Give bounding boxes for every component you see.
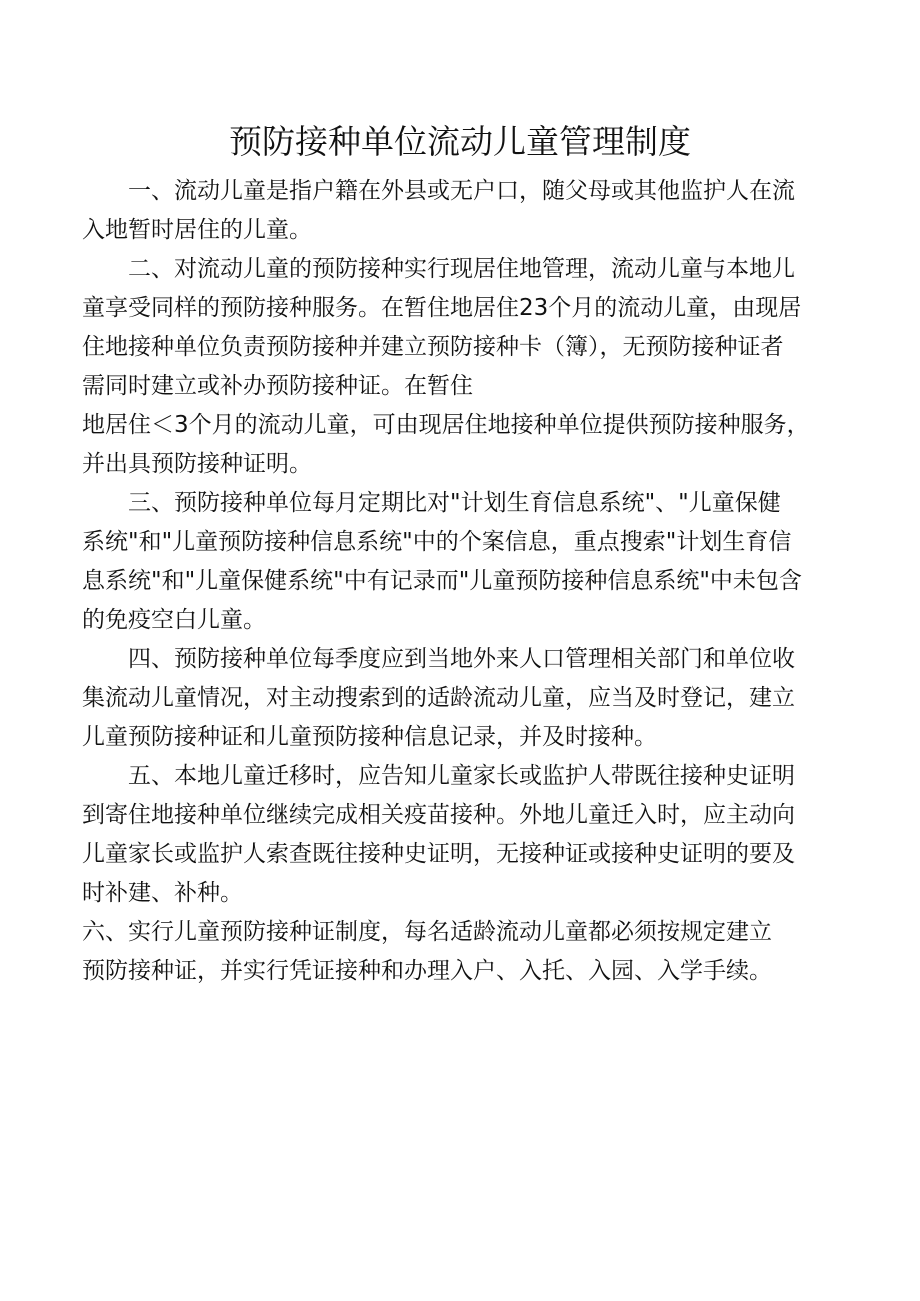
paragraph-line: 预防接种证，并实行凭证接种和办理入户、入托、入园、入学手续。 [82,958,772,984]
paragraph-line: 三、预防接种单位每月定期比对"计划生育信息系统"、"儿童保健 [128,490,781,516]
paragraph-line: 入地暂时居住的儿童。 [82,217,312,243]
paragraph-6 [82,913,842,991]
paragraph-2 [82,250,842,484]
paragraph-line: 地居住＜3个月的流动儿童，可由现居住地接种单位提供预防接种服务， [82,412,810,438]
paragraph-line: 集流动儿童情况，对主动搜索到的适龄流动儿童，应当及时登记，建立 [82,685,795,711]
paragraph-line: 六、实行儿童预防接种证制度，每名适龄流动儿童都必须按规定建立 [82,919,772,945]
document-title: 预防接种单位流动儿童管理制度 [229,122,691,161]
paragraph-line: 并出具预防接种证明。 [82,451,312,477]
paragraph-5 [82,757,842,913]
paragraph-line: 二、对流动儿童的预防接种实行现居住地管理，流动儿童与本地儿 [128,256,795,282]
paragraph-line: 的免疫空白儿童。 [82,607,266,633]
document-body [82,172,842,991]
paragraph-line: 儿童预防接种证和儿童预防接种信息记录，并及时接种。 [82,724,657,750]
paragraph-line: 息系统"和"儿童保健系统"中有记录而"儿童预防接种信息系统"中未包含 [82,568,802,594]
paragraph-line: 四、预防接种单位每季度应到当地外来人口管理相关部门和单位收 [128,646,795,672]
paragraph-line: 系统"和"儿童预防接种信息系统"中的个案信息，重点搜索"计划生育信 [82,529,792,555]
paragraph-line: 住地接种单位负责预防接种并建立预防接种卡（簿），无预防接种证者 [82,334,784,360]
paragraph-line: 童享受同样的预防接种服务。在暂住地居住23个月的流动儿童，由现居 [82,295,802,321]
paragraph-line: 五、本地儿童迁移时，应告知儿童家长或监护人带既往接种史证明 [128,763,795,789]
paragraph-3 [82,484,842,640]
paragraph-4 [82,640,842,757]
paragraph-line: 时补建、补种。 [82,880,243,906]
paragraph-line: 到寄住地接种单位继续完成相关疫苗接种。外地儿童迁入时，应主动向 [82,802,795,828]
paragraph-1 [82,172,842,250]
paragraph-line: 需同时建立或补办预防接种证。在暂住 [82,373,473,399]
paragraph-line: 一、流动儿童是指户籍在外县或无户口，随父母或其他监护人在流 [128,178,795,204]
paragraph-line: 儿童家长或监护人索查既往接种史证明，无接种证或接种史证明的要及 [82,841,795,867]
